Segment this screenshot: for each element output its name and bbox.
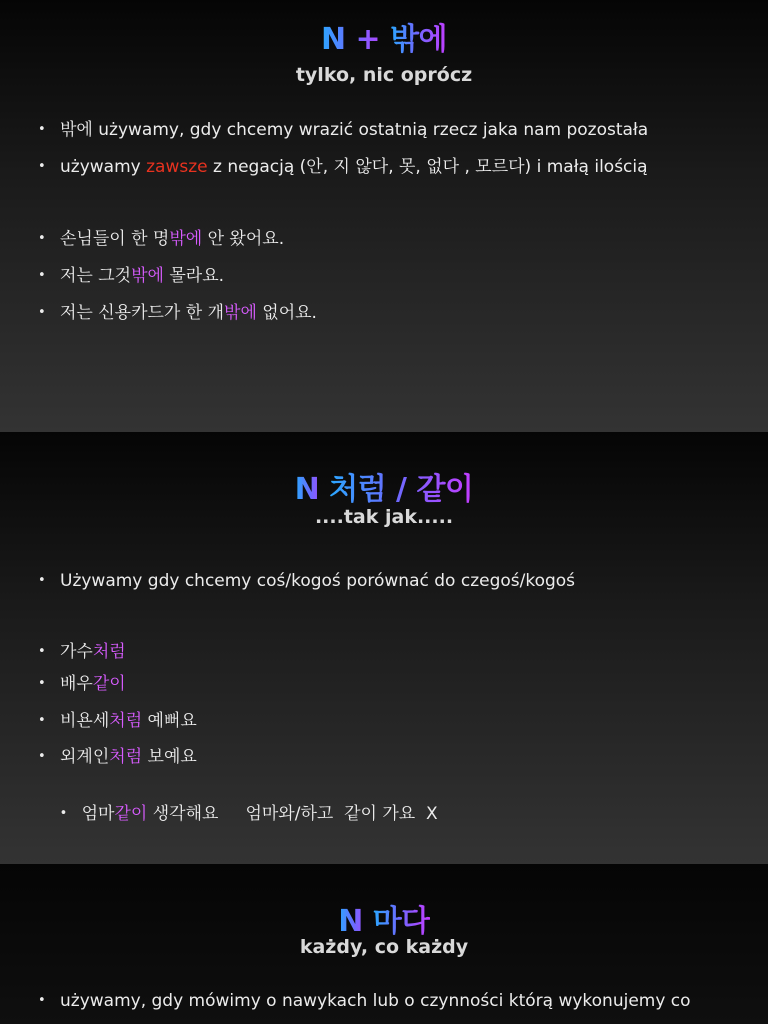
- bullet: •: [38, 159, 46, 174]
- title-prefix: N: [294, 472, 330, 507]
- slide-cheoreom-gati: [0, 432, 768, 864]
- grammar-highlight: 같이: [92, 674, 126, 694]
- grammar-highlight: 처럼: [109, 747, 143, 767]
- bullet: •: [38, 231, 46, 246]
- bullet: •: [38, 713, 46, 728]
- bullet: •: [38, 676, 46, 691]
- grammar-highlight: 처럼: [109, 711, 143, 731]
- bullet: •: [38, 644, 46, 659]
- slide-subtitle: każdy, co każdy: [299, 936, 469, 958]
- example-item: • 외계인처럼 보예요: [38, 747, 197, 767]
- example-item: • 저는 신용카드가 한 개밖에 없어요.: [38, 303, 317, 323]
- grammar-highlight: 처럼: [92, 642, 126, 662]
- slide-title: [0, 896, 768, 940]
- bullet: •: [38, 993, 46, 1008]
- bullet: •: [38, 305, 46, 320]
- slide-title: [0, 464, 768, 508]
- bullet: •: [38, 749, 46, 764]
- slide-title: [0, 14, 768, 58]
- title-grammar: 밖에: [390, 22, 448, 57]
- rule-item: • Używamy gdy chcemy coś/kogoś porównać do czegoś/kogoś: [38, 571, 576, 591]
- title-grammar: 마다: [372, 904, 430, 939]
- grammar-highlight: 밖에: [131, 266, 164, 286]
- slide-subtitle: ....tak jak.....: [314, 506, 454, 528]
- example-item: • 엄마같이 생각해요 엄마와/하고 같이 가요 X: [59, 804, 438, 824]
- title-grammar: 처럼 / 같이: [329, 472, 474, 507]
- slide-subtitle: tylko, nic oprócz: [295, 64, 473, 86]
- slide-mada: [0, 864, 768, 1024]
- grammar-highlight: 밖에: [224, 303, 257, 323]
- rule-item: • używamy, gdy mówimy o nawykach lub o czynności którą wykonujemy co: [38, 991, 691, 1011]
- rule-item: • używamy zawsze z negacją (안, 지 않다, 못, 없다 , 모르다) i małą ilością: [38, 157, 648, 177]
- example-item: • 비욘세처럼 예뻐요: [38, 711, 197, 731]
- title-prefix: N +: [320, 22, 391, 57]
- highlight-word: zawsze: [146, 157, 208, 177]
- example-item: • 손님들이 한 명밖에 안 왔어요.: [38, 229, 285, 249]
- bullet: •: [59, 806, 68, 821]
- rule-item: • 밖에 używamy, gdy chcemy wrazić ostatnią rzecz jaka nam pozostała: [38, 120, 649, 140]
- title-prefix: N: [338, 904, 373, 939]
- grammar-highlight: 밖에: [169, 229, 203, 249]
- example-item: • 배우같이: [38, 674, 126, 694]
- example-item: • 가수처럼: [38, 642, 126, 662]
- bullet: •: [38, 122, 46, 137]
- bullet: •: [38, 268, 46, 283]
- bullet: •: [38, 573, 46, 588]
- example-item: • 저는 그것밖에 몰라요.: [38, 266, 225, 286]
- grammar-highlight: 같이: [114, 804, 148, 824]
- slide-babe: [0, 0, 768, 432]
